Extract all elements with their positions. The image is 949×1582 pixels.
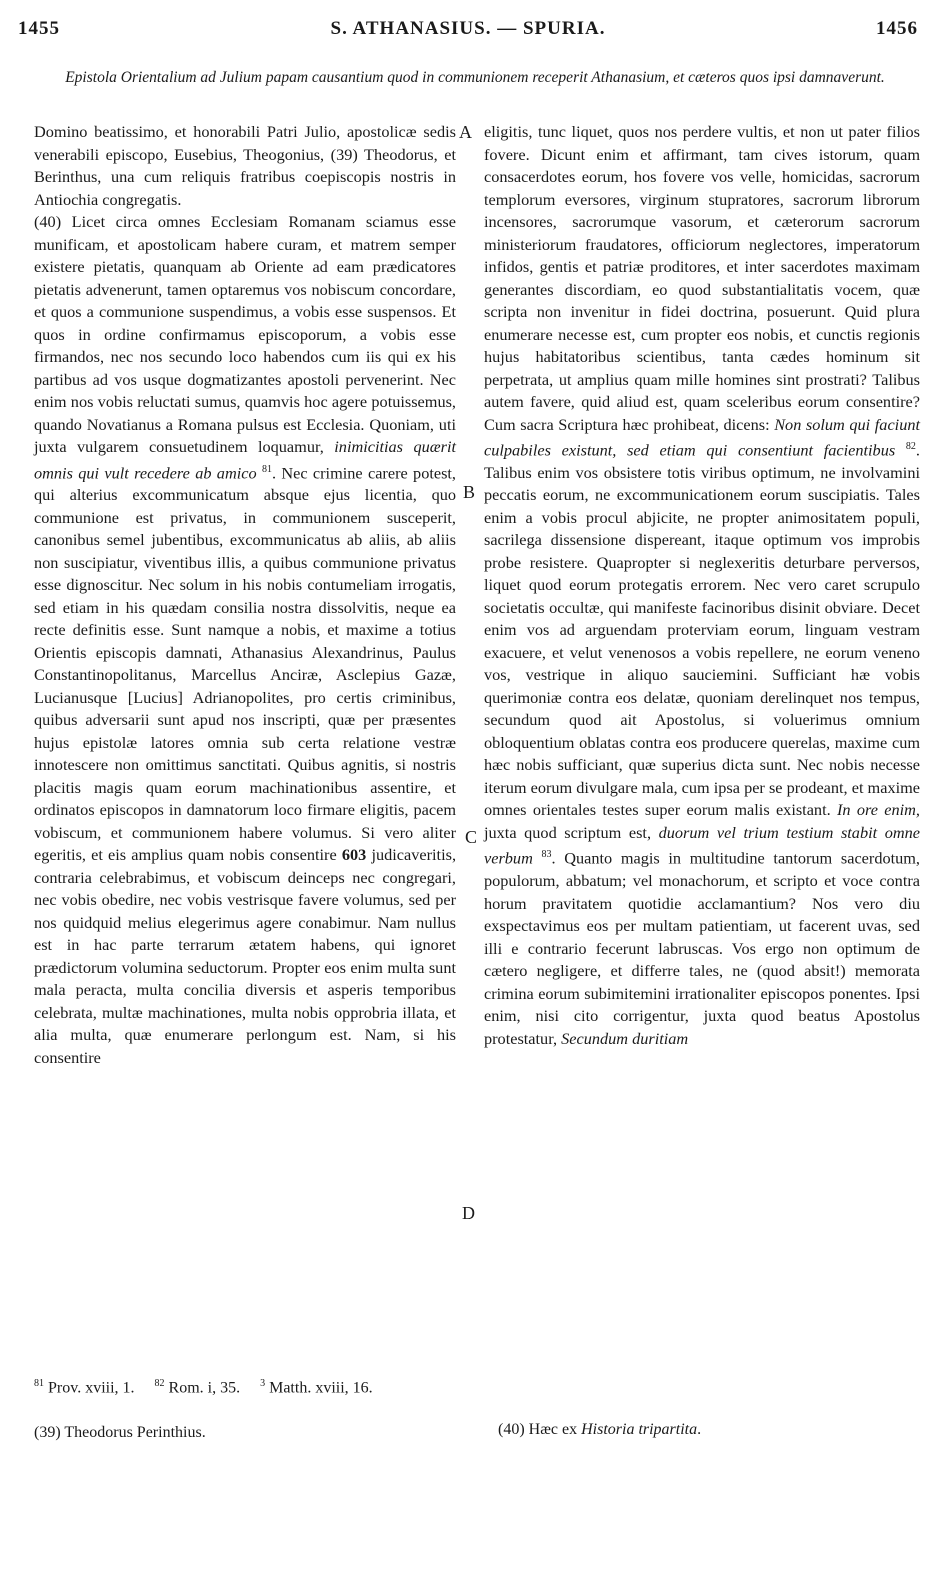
right-text-2: . Talibus enim vos obsistere totis viribus optimum, ne involvamini peccatis eorum, ne excommunicationem eorum suscipiatis. Tales enim a vobis procul abjicite, ne propter animositatem populi, sacrilega dissensione dispereant, itaque optimum vos improbis probe resistere. Quapropter si neglexeritis deturbare perversos, liquet quod eorum protegatis errorem. Nec vero caret scrupulo societatis occultæ, qui manifeste facinoribus disinit obviare. Decet enim vos ad arguendam proterviam eorum, linguam vestram exacuere, et velut venenosos a vobis repellere, ne eorum veneno vos, vestrique in aliquo sauciemini. Sufficiant hæ vobis querimoniæ contra eos delatæ, quoniam derelinquet nos tempus, secundum quod ait Apostolus, si voluerimus omnium obloquentium oblatas contra eos producere querelas, maxime cum hæc nobis sufficiant, quæ superius dicta sunt. Nec nobis necesse iterum eorum divulgare mala, cum ipsa per se prodeant, et maxime omnes orientales testes super eorum malis existant. (484, 440, 920, 820)
note-40-suffix: . (697, 1421, 702, 1438)
margin-marker-d: D (462, 1203, 475, 1223)
note-39: (39) Theodorus Perinthius. (34, 1424, 206, 1441)
quote-non-solum: Non solum qui faciunt culpabiles existunt, sed etiam qui consentiunt facientibus (484, 414, 920, 460)
footnote-83-num: 3 (260, 1378, 266, 1389)
footnote-82-num: 82 (154, 1378, 165, 1389)
page-header (18, 18, 918, 48)
note-40-prefix: (40) Hæc ex (498, 1421, 582, 1438)
left-column (34, 121, 456, 1069)
right-text-3: juxta quod scriptum est, (484, 822, 652, 842)
footnote-ref-83: 83 (541, 849, 552, 861)
right-text-1: eligitis, tunc liquet, quos nos perdere vultis, et non ut pater filios fovere. Dicunt enim et affirmant, tam cives istorum, quam consacerdotes eorum, hos fovere vos velle, homicidas, sacrorum templorum eversores, virginum stupratores, sacrorum librorum incensores, sacrorumque vasorum, et cæterorum sacrorum ministeriorum fraudatores, officiorum neglectores, imperatorum infidos, gentis et patriæ proditores, et inter sacerdotes maximam generantes discordiam, eo quod substantialitatis vocem, quæ scripta non invenitur in fidei doctrina, posuerunt. Quid plura enumerare necesse est, cum propter eos nobis, et cunctis regionis hujus habitatoribus scientibus, tanta cædes hominum sit perpetrata, ut amplius quam mille homines sint prostrati? Talibus autem favere, quid aliud est, quam sceleribus eorum consentire? Cum sacra Scriptura hæc prohibeat, dicens: (484, 122, 920, 434)
footnote-83-text: Matth. xviii, 16. (265, 1379, 373, 1397)
page-number-right: 1456 (876, 18, 918, 39)
quote-secundum: Secundum duritiam (561, 1028, 689, 1048)
page-number-left: 1455 (18, 18, 60, 39)
margin-marker-b: B (463, 482, 476, 502)
margin-marker-c: C (465, 827, 478, 847)
document-title: Epistola Orientalium ad Julium papam causantium quod in communionem receperit Athanasium, et cæteros quos ipsi damnaverunt. (65, 69, 885, 86)
note-40 (498, 1421, 701, 1439)
footnote-81-text: Prov. xviii, 1. (44, 1379, 135, 1397)
footnotes (34, 1378, 914, 1397)
column-number: 603 (341, 845, 367, 865)
right-column (484, 121, 920, 1050)
right-paragraph (484, 121, 920, 1050)
footnote-ref-81: 81 (261, 463, 272, 475)
paragraph-40 (34, 211, 456, 1069)
para1-cont: . Nec crimine carere potest, qui alterius excommunicatum absque ejus licentia, quo communione est privatus, in communionem susceperit, canonibus semel jubentibus, excommunicatus ab aliis, ab aliis non suscipiatur, viventibus illis, a quibus communione privatus esse dignoscitur. Nec solum in his nobis contumeliam irrogatis, sed etiam in his quædam consilia nostra dissolvitis, neque ea recte definitis esse. Sunt namque a nobis, et maxime a totius Orientis episcopis damnati, Athanasius Alexandrinus, Paulus Constantinopolitanus, Marcellus Anciræ, Asclepius Gazæ, Lucianusque [Lucius] Adrianopolites, pro certis criminibus, quibus adversarii sunt apud nos inscripti, quæ per præsentes hujus epistolæ latores omnia sub certa relatione vestræ innotescere non omittimus sanctitati. Quibus agnitis, si nostris placitis magis quam eorum machinationibus assentire, et ordinatos episcopos in damnatorum loco firmare eligitis, pacem vobiscum, et communionem habere volumus. Si vero aliter egeritis, et eis amplius quam nobis consentire (34, 462, 457, 865)
salutation (34, 121, 456, 211)
footnote-82-text: Rom. i, 35. (164, 1379, 241, 1397)
right-text-4: . Quanto magis in multitudine tantorum sacerdotum, populorum, abbatum; vel monachorum, et scripto et voce contra horum pravitatem quotidie acclamantium? Nos vero diu exspectavimus eos per multam patientiam, ut facerent uvas, sed illi e contrario fecerunt labruscas. Vos ergo non optimum de cætero negligere, et differre tales, ne (quod absit!) memorata crimina eorum subimitemini irrationaliter episcopos ponentes. Ipsi enim, nisi cito corrigentur, juxta quod beatus Apostolus protestatur, (484, 848, 920, 1048)
running-title: S. ATHANASIUS. — SPURIA. (330, 18, 606, 39)
quote-in-ore: In ore enim, (836, 800, 920, 820)
quote-inimicitias: inimicitias quærit omnis qui vult recedere ab amico (34, 437, 457, 482)
note-40-italic: Historia tripartita (581, 1421, 698, 1438)
footnote-81-num: 81 (34, 1378, 44, 1389)
quote-duorum: duorum vel trium testium stabit omne verbum (484, 822, 920, 868)
salutation-text: Domino beatissimo, et honorabili Patri Julio, apostolicæ sedis venerabili episcopo, Eusebius, Theogonius, (39) Theodorus, et Berinthus, una cum reliquis fratribus coepiscopis nostris in Antiochia congregatis. (34, 122, 456, 209)
para1-start: (40) Licet circa omnes Ecclesiam Romanam sciamus esse munificam, et apostolicam habere curam, et matrem semper existere pietatis, quanquam ab Oriente ad eam prædicatores pietatis advenerunt, tamen optaremus vos nobiscum concordare, et quos a communione suspendimus, a vobis esse suspensos. Et quos in ordine confirmamus episcoporum, a vobis esse firmandos, nec nos secundo loco habendos cum iis qui ex his partibus ad vos usque dogmatizantes apostoli pervenerint. Nec enim nos vobis reluctati sumus, quamvis hoc agere potuissemus, quando Novatianus a Romana pulsus est Ecclesia. Quoniam, uti juxta vulgarem consuetudinem loquamur, (34, 212, 456, 456)
footnote-ref-82: 82 (905, 441, 916, 452)
para1-end: judicaveritis, contraria celebrabimus, et vobiscum deinceps nec congregari, nec vobis obedire, nec vobis vestrisque favere volumus, sed per nos quidquid melius elegerimus agere conabimur. Nam nullus est in hac parte terrarum ætatem habens, qui ignoret prædictorum volumina seductorum. Propter eos enim multa sunt mala peracta, multa concilia diversis et asperis temporibus celebrata, multæ machinationes, multa nobis opprobria illata, et alia multa, quæ enumerare perlongum est. Nam, si his consentire (34, 845, 457, 1067)
margin-marker-a: A (459, 122, 472, 142)
